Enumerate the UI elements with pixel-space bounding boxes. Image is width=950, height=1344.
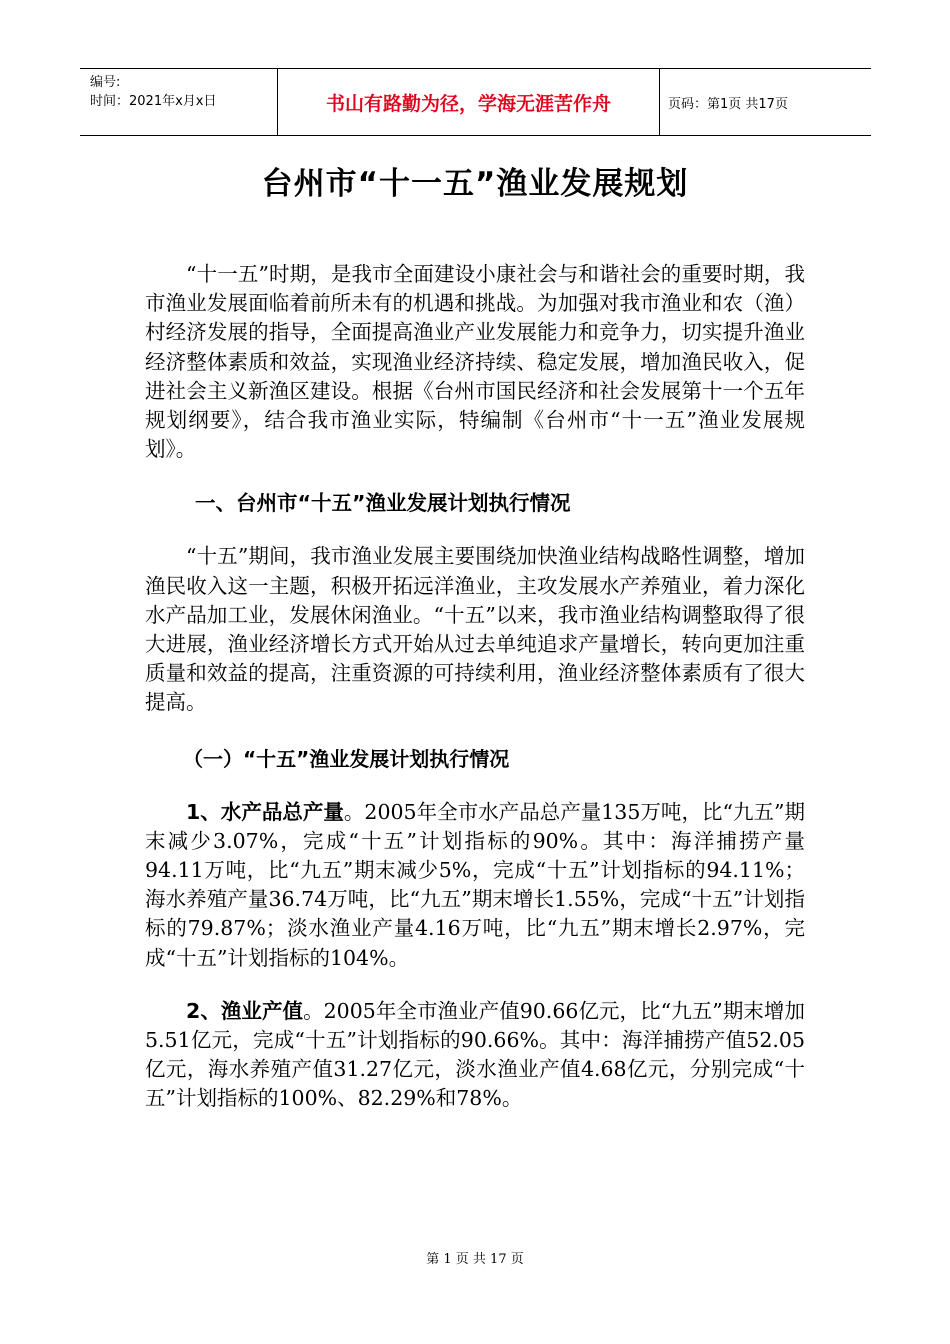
section-1-heading: 一、台州市“十五”渔业发展计划执行情况	[195, 491, 571, 516]
item-2-body: 。2005年全市渔业产值90.66亿元，比“九五”期末增加5.51亿元，完成“十五”计划指标的90.66%。其中：海洋捕捞产值52.05亿元，海水养殖产值31.27亿元，淡水渔业产值4.68亿元，分别完成“十五”计划指标的100%、82.29%和78%。	[145, 998, 805, 1111]
item-2-lead: 2、渔业产值	[186, 998, 304, 1023]
item-1-body: 。2005年全市水产品总产量135万吨，比“九五”期末减少3.07%，完成“十五”计划指标的90%。其中：海洋捕捞产量94.11万吨，比“九五”期末减少5%，完成“十五”计划指标的94.11%；海水养殖产量36.74万吨，比“九五”期末增长1.55%，完成“十五”计划指标的79.87%；淡水渔业产量4.16万吨，比“九五”期末增长2.97%，完成“十五”计划指标的104%。	[145, 799, 805, 970]
section-1-paragraph: “十五”期间，我市渔业发展主要围绕加快渔业结构战略性调整，增加渔民收入这一主题，积极开拓远洋渔业，主攻发展水产养殖业，着力深化水产品加工业，发展休闲渔业。“十五”以来，我市渔业结构调整取得了很大进展，渔业经济增长方式开始从过去单纯追求产量增长，转向更加注重质量和效益的提高，注重资源的可持续利用，渔业经济整体素质有了很大提高。	[145, 544, 805, 715]
document-body	[145, 260, 805, 1114]
item-1-lead: 1、水产品总产量	[186, 799, 344, 824]
item-1-paragraph	[145, 798, 805, 973]
page-footer: 第 1 页 共 17 页	[426, 1252, 524, 1267]
header-meta	[80, 69, 278, 135]
item-2-paragraph	[145, 997, 805, 1114]
subsection-1-heading: （一）“十五”渔业发展计划执行情况	[183, 746, 510, 771]
code-label: 编号:	[90, 75, 121, 90]
document-title: 台州市“十一五”渔业发展规划	[261, 166, 689, 202]
time-label: 时间：2021年x月x日	[90, 94, 217, 109]
header-page-label: 页码：第1页 共17页	[668, 96, 788, 112]
page-header	[80, 68, 871, 136]
header-motto: 书山有路勤为径，学海无涯苦作舟	[278, 69, 660, 135]
intro-paragraph: “十一五”时期，是我市全面建设小康社会与和谐社会的重要时期，我市渔业发展面临着前所未有的机遇和挑战。为加强对我市渔业和农（渔）村经济发展的指导，全面提高渔业产业发展能力和竞争力，切实提升渔业经济整体素质和效益，实现渔业经济持续、稳定发展，增加渔民收入，促进社会主义新渔区建设。根据《台州市国民经济和社会发展第十一个五年规划纲要》，结合我市渔业实际，特编制《台州市“十一五”渔业发展规划》。	[145, 262, 805, 462]
